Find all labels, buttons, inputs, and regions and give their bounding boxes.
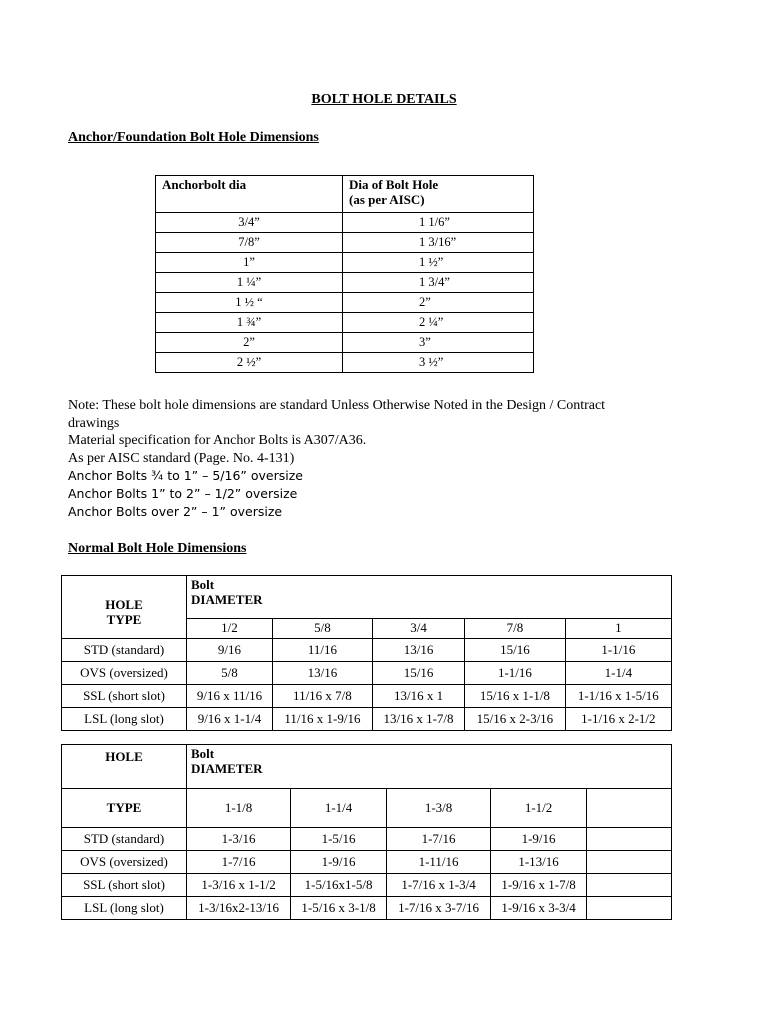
note-line: As per AISC standard (Page. No. 4-131) [68, 450, 295, 466]
table-row: 2” 3” [156, 333, 534, 353]
note-line: Anchor Bolts 1” to 2” – 1/2” oversize [68, 485, 298, 501]
size-row: TYPE 1-1/8 1-1/4 1-3/8 1-1/2 [62, 789, 672, 828]
note-line: Material specification for Anchor Bolts is A307/A36. [68, 433, 367, 449]
table-header-row [156, 176, 534, 213]
table-header-row [62, 576, 672, 619]
note-line: drawings [68, 415, 120, 431]
bolt-diameter-header: Bolt DIAMETER [187, 576, 672, 619]
table-row: 1 ¼” 1 3/4” [156, 273, 534, 293]
anchor-section-heading: Anchor/Foundation Bolt Hole Dimensions [68, 130, 319, 145]
note-line: Anchor Bolts ¾ to 1” – 5/16” oversize [68, 468, 303, 484]
normal-bolt-table-1 [61, 575, 672, 731]
anchorbolt-dia-header: Anchorbolt dia [156, 176, 343, 213]
table-row: 3/4” 1 1/6” [156, 213, 534, 233]
normal-bolt-table-2 [61, 744, 672, 920]
table-row: LSL (long slot) 9/16 x 1-1/4 11/16 x 1-9/16 13/16 x 1-7/8 15/16 x 2-3/16 1-1/16 x 2-1/2 [62, 708, 672, 731]
table-row: 1 ¾” 2 ¼” [156, 313, 534, 333]
bolt-diameter-header: Bolt DIAMETER [187, 745, 672, 789]
table-row: LSL (long slot) 1-3/16x2-13/16 1-5/16 x 3-1/8 1-7/16 x 3-7/16 1-9/16 x 3-3/4 [62, 897, 672, 920]
table-row: 1” 1 ½” [156, 253, 534, 273]
table-row: OVS (oversized) 1-7/16 1-9/16 1-11/16 1-13/16 [62, 851, 672, 874]
bolt-hole-dia-header: Dia of Bolt Hole (as per AISC) [343, 176, 534, 213]
table-row: 7/8” 1 3/16” [156, 233, 534, 253]
table-row: OVS (oversized) 5/8 13/16 15/16 1-1/16 1-1/4 [62, 662, 672, 685]
hole-header: HOLE [62, 745, 187, 789]
hole-type-header: HOLE TYPE [62, 576, 187, 639]
table-row: SSL (short slot) 9/16 x 11/16 11/16 x 7/8 13/16 x 1 15/16 x 1-1/8 1-1/16 x 1-5/16 [62, 685, 672, 708]
note-line: Anchor Bolts over 2” – 1” oversize [68, 503, 283, 519]
anchor-bolt-table [155, 175, 534, 373]
table-header-row [62, 745, 672, 789]
size-row: 1/2 5/8 3/4 7/8 1 [62, 619, 672, 639]
table-row: STD (standard) 1-3/16 1-5/16 1-7/16 1-9/16 [62, 828, 672, 851]
notes-block [68, 397, 698, 520]
page-title: BOLT HOLE DETAILS [311, 92, 457, 107]
table-row: SSL (short slot) 1-3/16 x 1-1/2 1-5/16x1-5/8 1-7/16 x 1-3/4 1-9/16 x 1-7/8 [62, 874, 672, 897]
note-line: Note: These bolt hole dimensions are standard Unless Otherwise Noted in the Design / Contract [68, 398, 606, 413]
table-row: 1 ½ “ 2” [156, 293, 534, 313]
table-row: 2 ½” 3 ½” [156, 353, 534, 373]
table-row: STD (standard) 9/16 11/16 13/16 15/16 1-1/16 [62, 639, 672, 662]
normal-section-heading: Normal Bolt Hole Dimensions [68, 541, 247, 556]
type-header: TYPE [62, 789, 187, 828]
